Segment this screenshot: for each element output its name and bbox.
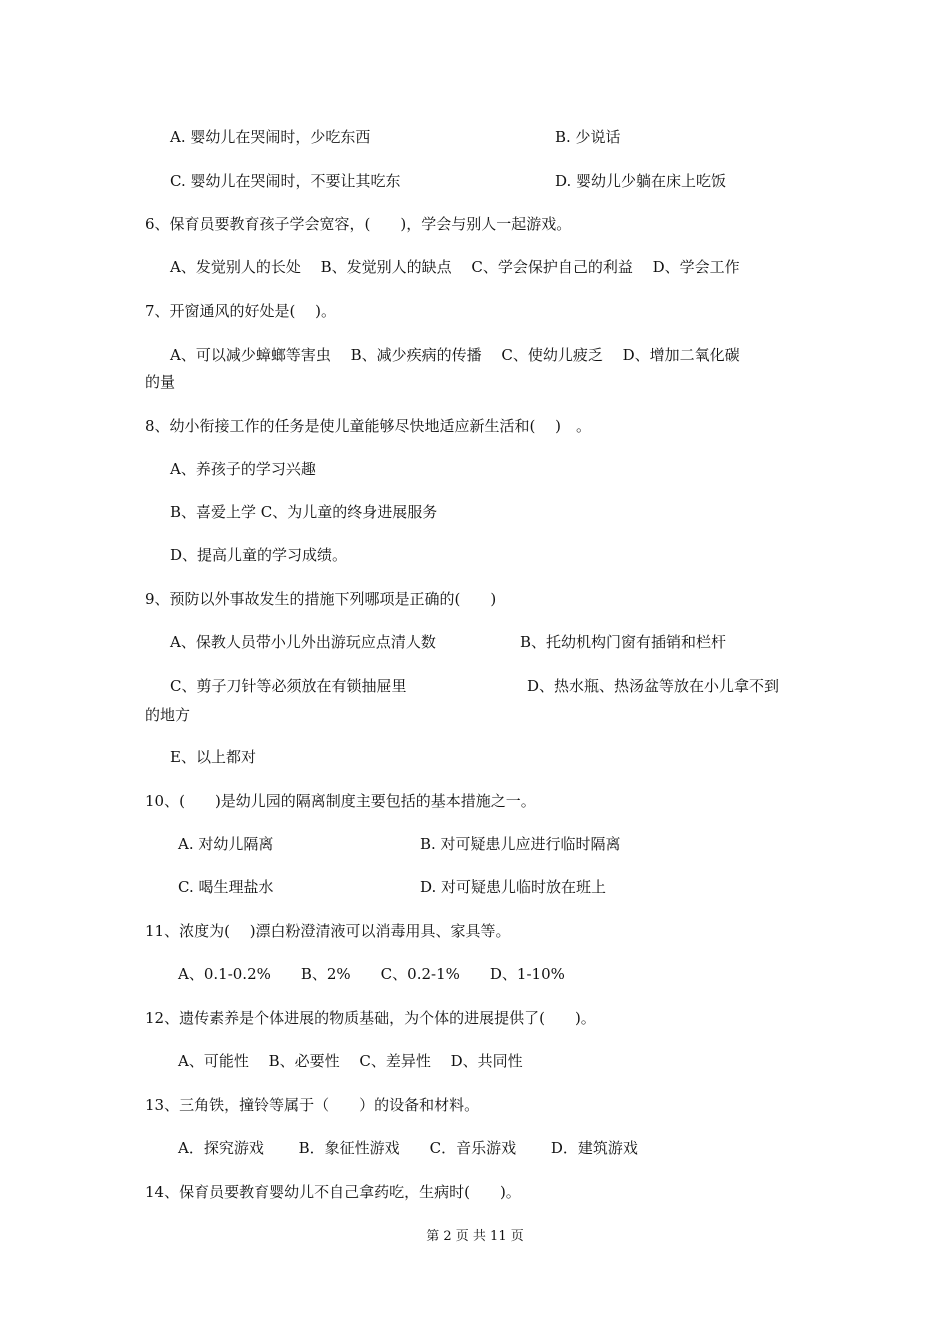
question-9-option-b: B、托幼机构门窗有插销和栏杆 [520,633,727,651]
question-12-options: A、可能性 B、必要性 C、差异性 D、共同性 [178,1052,523,1070]
question-7-options-cont: 的量 [145,373,176,391]
question-8-option-a: A、养孩子的学习兴趣 [170,460,316,478]
question-9-option-d-cont: 的地方 [145,706,191,724]
option-a: A. 婴幼儿在哭闹时，少吃东西 [170,128,371,146]
question-11-options: A、0.1-0.2% B、2% C、0.2-1% D、1-10% [178,965,565,983]
option-d: D. 婴幼儿少躺在床上吃饭 [555,172,727,190]
option-b: B. 少说话 [555,128,621,146]
option-c: C. 婴幼儿在哭闹时，不要让其吃东 [170,172,401,190]
question-14: 14、保育员要教育婴幼儿不自己拿药吃，生病时( )。 [145,1183,521,1201]
question-10: 10、( )是幼儿园的隔离制度主要包括的基本措施之一。 [145,792,536,810]
question-8: 8、幼小衔接工作的任务是使儿童能够尽快地适应新生活和( ) 。 [145,417,592,435]
question-6-options: A、发觉别人的长处 B、发觉别人的缺点 C、学会保护自己的利益 D、学会工作 [170,258,740,276]
question-9-option-c: C、剪子刀针等必须放在有锁抽屉里 [170,677,407,695]
question-7: 7、开窗通风的好处是( )。 [145,302,337,320]
question-10-option-b: B. 对可疑患儿应进行临时隔离 [420,835,621,853]
question-10-option-d: D. 对可疑患儿临时放在班上 [420,878,607,896]
question-6: 6、保育员要教育孩子学会宽容，( )，学会与别人一起游戏。 [145,215,572,233]
question-8-option-bc: B、喜爱上学 C、为儿童的终身进展服务 [170,503,438,521]
question-12: 12、遗传素养是个体进展的物质基础，为个体的进展提供了( )。 [145,1009,596,1027]
question-13-options: A．探究游戏 B．象征性游戏 C．音乐游戏 D．建筑游戏 [178,1139,638,1157]
question-9: 9、预防以外事故发生的措施下列哪项是正确的( ) [145,590,497,608]
question-10-option-c: C. 喝生理盐水 [178,878,274,896]
question-11: 11、浓度为( )漂白粉澄清液可以消毒用具、家具等。 [145,922,511,940]
question-9-option-a: A、保教人员带小儿外出游玩应点清人数 [170,633,436,651]
question-7-options: A、可以减少蟑螂等害虫 B、减少疾病的传播 C、使幼儿疲乏 D、增加二氧化碳 [170,346,740,364]
question-8-option-d: D、提高儿童的学习成绩。 [170,546,348,564]
question-13: 13、三角铁，撞铃等属于（ ）的设备和材料。 [145,1096,480,1114]
question-9-option-d: D、热水瓶、热汤盆等放在小儿拿不到 [527,677,780,695]
question-10-option-a: A. 对幼儿隔离 [178,835,274,853]
page-number-footer: 第 2 页 共 11 页 [426,1229,524,1244]
question-9-option-e: E、以上都对 [170,748,256,766]
